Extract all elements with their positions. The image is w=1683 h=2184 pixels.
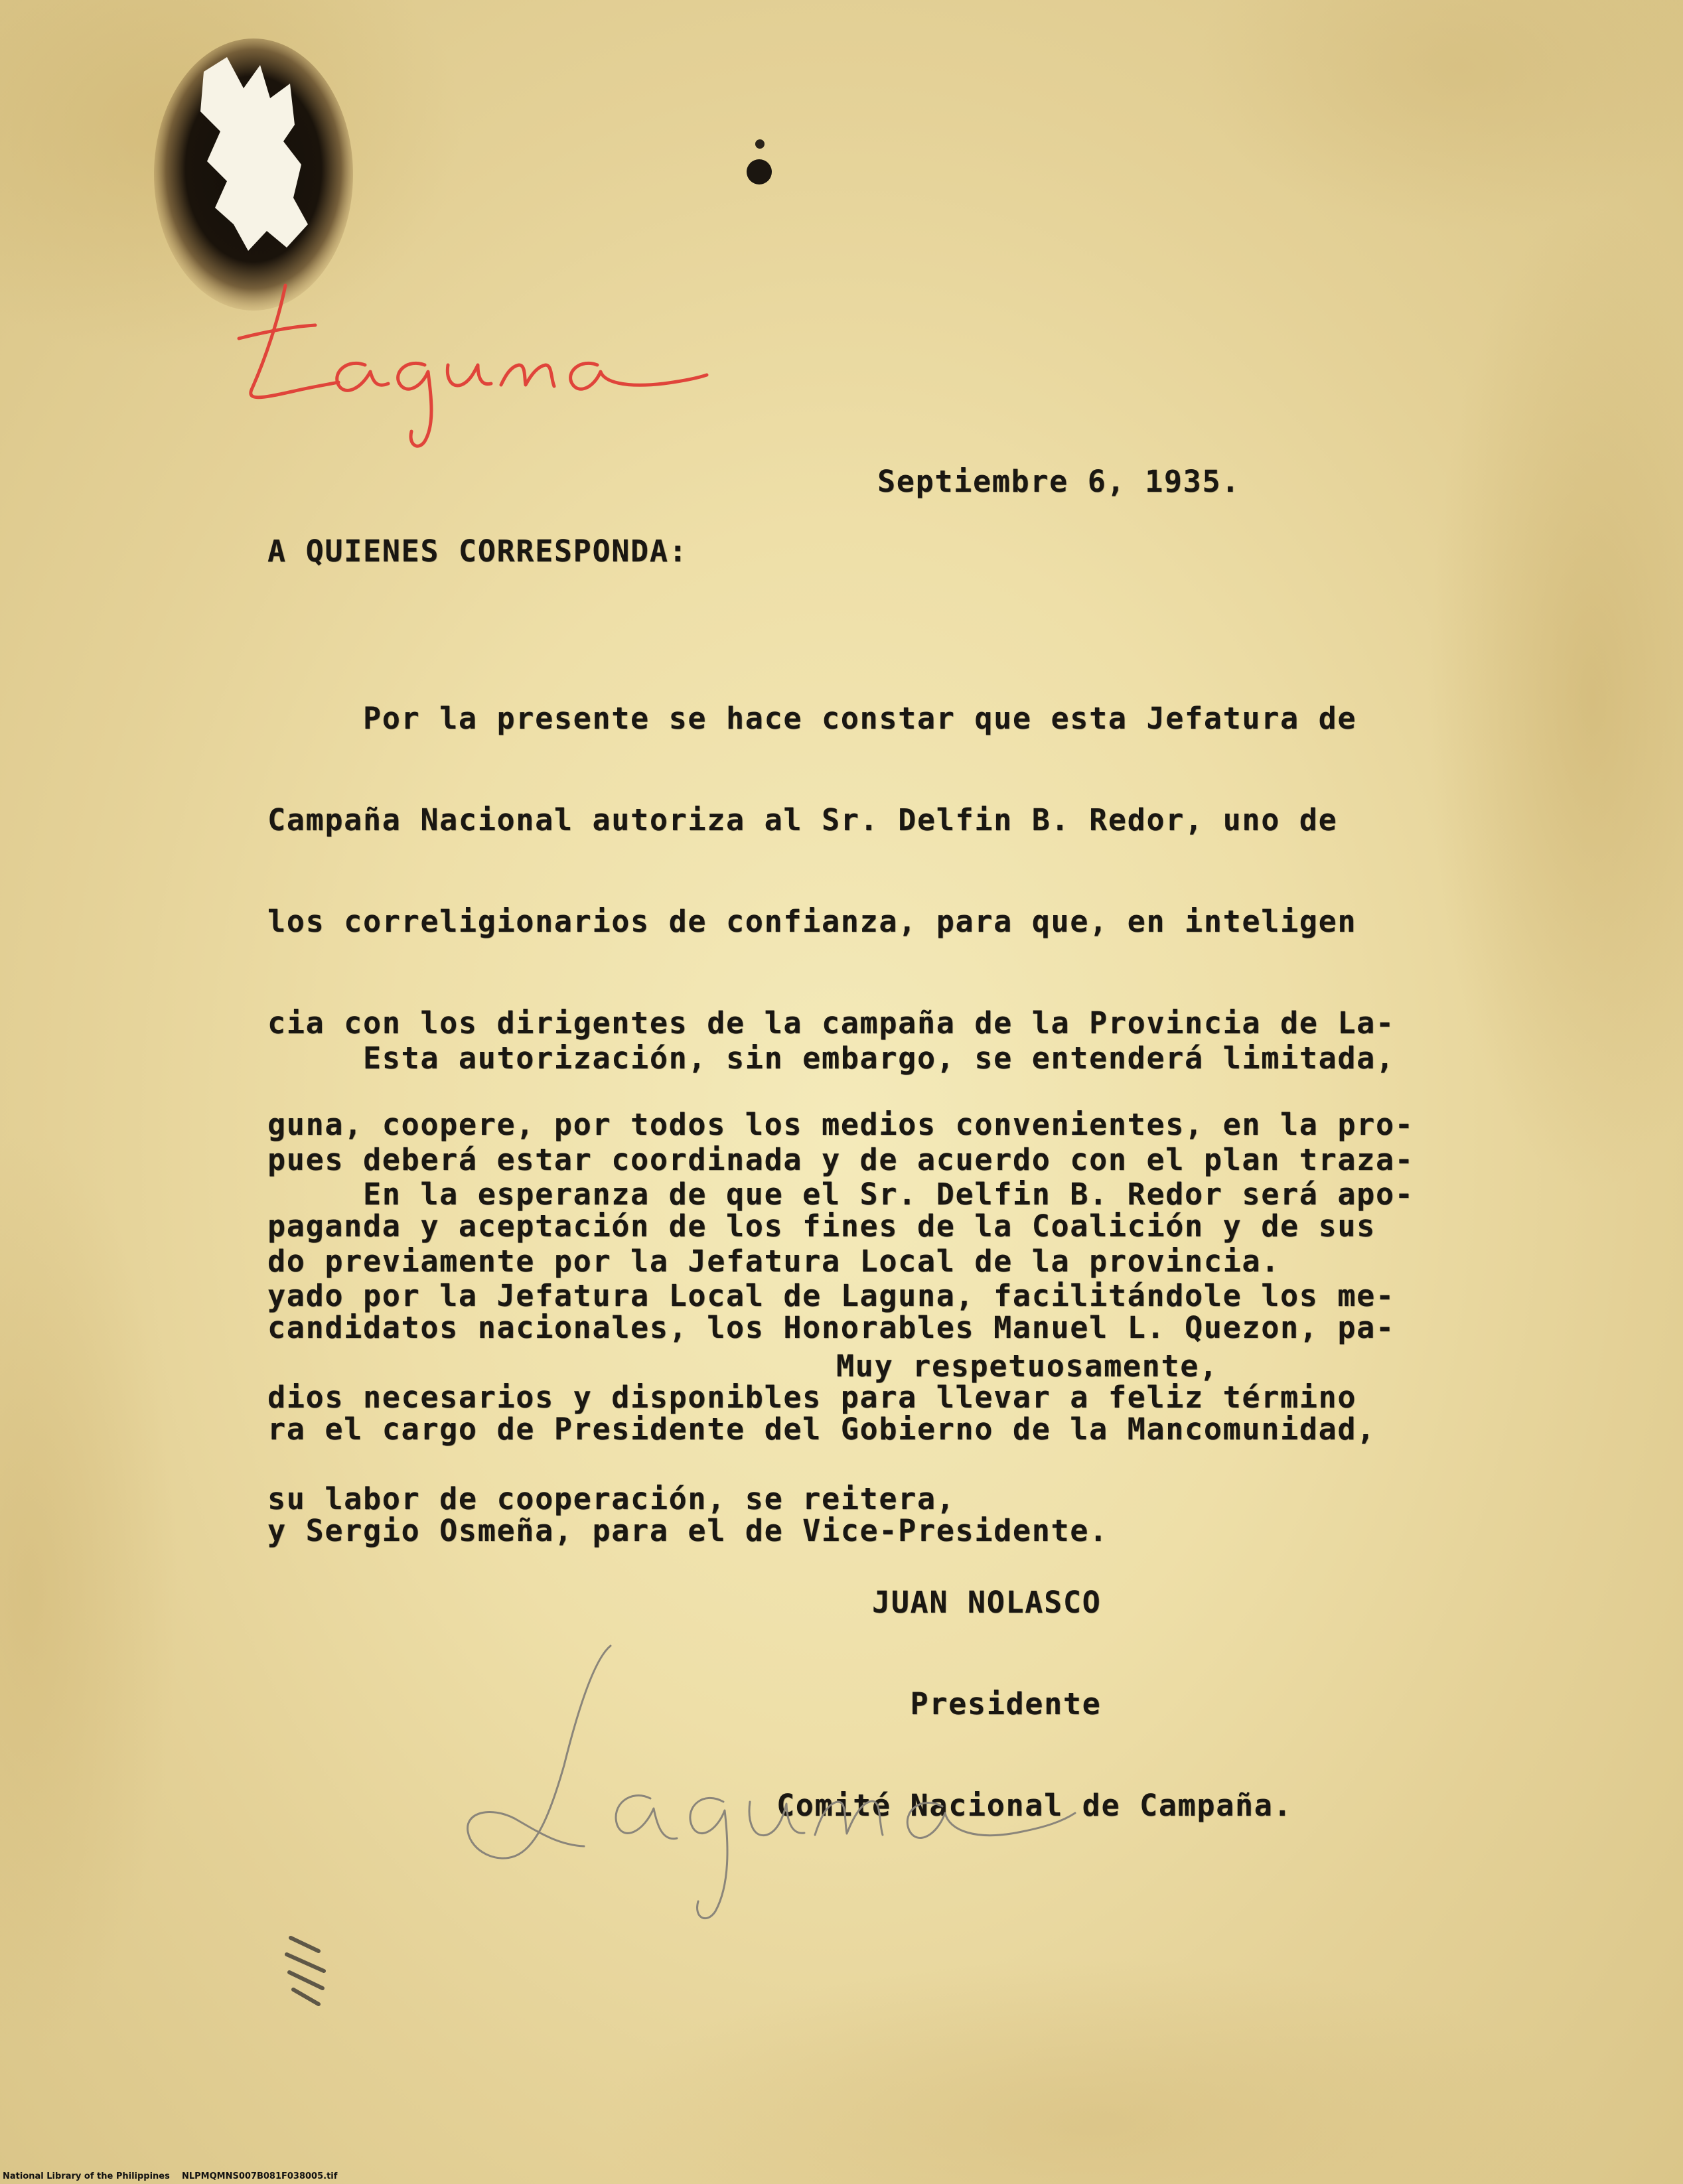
paragraph-line: cia con los dirigentes de la campaña de la Provincia de La- xyxy=(267,1005,1395,1041)
burn-hole xyxy=(154,25,353,311)
archive-footer: National Library of the Philippines NLPMQMNS007B081F038005.tif xyxy=(3,2171,338,2181)
pencil-smudge xyxy=(279,1925,338,2024)
paragraph-line: guna, coopere, por todos los medios convenientes, en la pro- xyxy=(267,1107,1414,1142)
paragraph-line: dios necesarios y disponibles para llevar a feliz término xyxy=(267,1380,1357,1415)
signature-block xyxy=(776,1518,1292,1890)
letter-salutation: A QUIENES CORRESPONDA: xyxy=(267,534,688,569)
paragraph-line: Campaña Nacional autoriza al Sr. Delfin B. Redor, uno de xyxy=(267,802,1338,837)
letter-closing: Muy respetuosamente, xyxy=(836,1348,1218,1384)
paragraph-line: y Sergio Osmeña, para el de Vice-Presidente. xyxy=(267,1513,1108,1548)
paragraph-line: Por la presente se hace constar que esta Jefatura de xyxy=(267,701,1357,736)
paper-stain xyxy=(597,1958,1593,2184)
paragraph-line: do previamente por la Jefatura Local de la provincia. xyxy=(267,1244,1280,1279)
paragraph-line: candidatos nacionales, los Honorables Manuel L. Quezon, pa- xyxy=(267,1310,1395,1345)
paragraph-line: pues deberá estar coordinada y de acuerdo con el plan traza- xyxy=(267,1142,1414,1177)
paragraph-line: En la esperanza de que el Sr. Delfin B. Redor será apo- xyxy=(267,1177,1414,1212)
paragraph-line: yado por la Jefatura Local de Laguna, facilitándole los me- xyxy=(267,1278,1395,1313)
paragraph-line: su labor de cooperación, se reitera, xyxy=(267,1481,956,1516)
paragraph-line: los correligionarios de confianza, para que, en inteligen xyxy=(267,904,1357,939)
signer-name: JUAN NOLASCO xyxy=(776,1585,1102,1620)
letter-date: Septiembre 6, 1935. xyxy=(877,464,1241,499)
paper-stain xyxy=(1195,0,1683,232)
paper-stain xyxy=(0,1128,179,2057)
paper-stain xyxy=(1427,199,1683,1195)
signer-title: Presidente xyxy=(776,1686,1102,1721)
paragraph-line: Esta autorización, sin embargo, se entenderá limitada, xyxy=(267,1041,1395,1076)
paragraph-line: paganda y aceptación de los fines de la Coalición y de sus xyxy=(267,1208,1376,1244)
ink-spot xyxy=(747,159,772,184)
paragraph-line: ra el cargo de Presidente del Gobierno de la Mancomunidad, xyxy=(267,1412,1376,1447)
ink-spot xyxy=(755,139,765,149)
letter-paragraph-3 xyxy=(267,1107,1414,1583)
signer-organization: Comité Nacional de Campaña. xyxy=(776,1788,1293,1823)
